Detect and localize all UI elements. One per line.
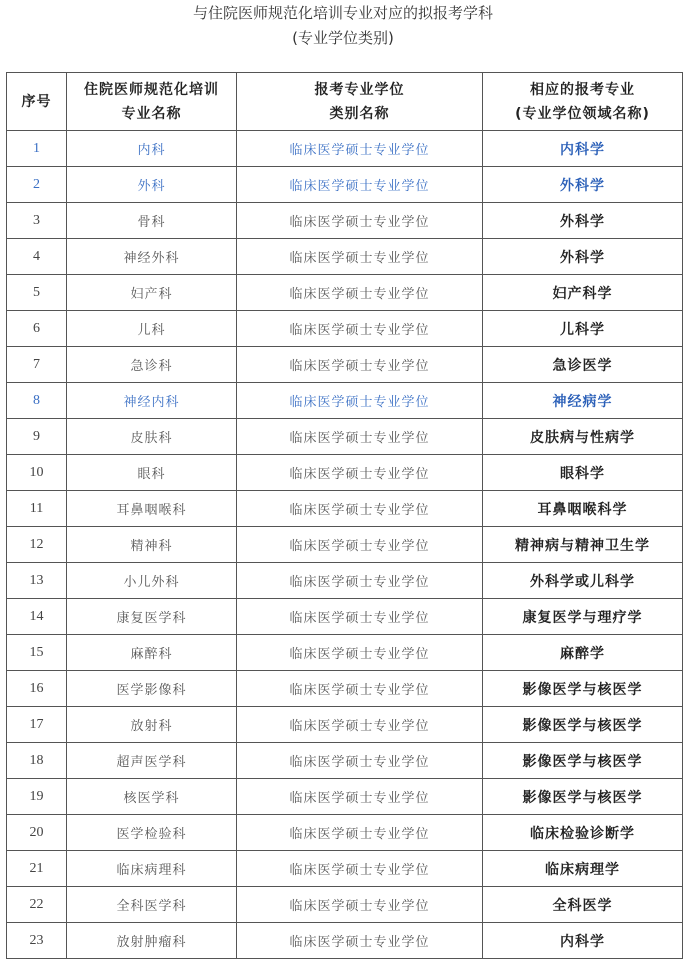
table-row [7,527,683,563]
exam-major-cell: 临床病理学 [483,851,683,887]
header-index [7,73,67,131]
training-specialty-cell: 小儿外科 [67,563,237,599]
training-specialty-cell: 急诊科 [67,347,237,383]
row-number: 15 [7,635,67,671]
degree-category-cell: 临床医学硕士专业学位 [237,491,483,527]
degree-category-cell: 临床医学硕士专业学位 [237,527,483,563]
row-number: 9 [7,419,67,455]
exam-major-cell: 内科学 [483,923,683,959]
table-header [7,73,683,131]
training-specialty-cell: 临床病理科 [67,851,237,887]
header-training-line1: 住院医师规范化培训 [84,81,219,98]
exam-major-cell: 外科学或儿科学 [483,563,683,599]
training-specialty-cell: 外科 [67,167,237,203]
row-number: 23 [7,923,67,959]
table-row [7,923,683,959]
training-specialty-cell: 康复医学科 [67,599,237,635]
exam-major-cell: 全科医学 [483,887,683,923]
specialty-mapping-table [6,72,683,959]
training-specialty-cell: 儿科 [67,311,237,347]
training-specialty-cell: 神经内科 [67,383,237,419]
document-title: 与住院医师规范化培训专业对应的拟报考学科 [192,4,493,22]
row-number: 11 [7,491,67,527]
header-degree-line2: 类别名称 [329,105,390,122]
row-number: 1 [7,131,67,167]
degree-category-cell: 临床医学硕士专业学位 [237,635,483,671]
table-row [7,779,683,815]
exam-major-cell: 外科学 [483,239,683,275]
table-row [7,419,683,455]
table-row [7,887,683,923]
exam-major-cell: 急诊医学 [483,347,683,383]
degree-category-cell: 临床医学硕士专业学位 [237,239,483,275]
row-number: 22 [7,887,67,923]
exam-major-cell: 影像医学与核医学 [483,743,683,779]
training-specialty-cell: 眼科 [67,455,237,491]
row-number: 7 [7,347,67,383]
row-number: 20 [7,815,67,851]
exam-major-cell: 耳鼻咽喉科学 [483,491,683,527]
header-degree-line1: 报考专业学位 [314,81,405,98]
table-row [7,707,683,743]
document-subtitle: (专业学位类别) [292,29,394,47]
degree-category-cell: 临床医学硕士专业学位 [237,311,483,347]
row-number: 12 [7,527,67,563]
table-row [7,455,683,491]
row-number: 16 [7,671,67,707]
degree-category-cell: 临床医学硕士专业学位 [237,455,483,491]
row-number: 14 [7,599,67,635]
degree-category-cell: 临床医学硕士专业学位 [237,563,483,599]
table-row [7,599,683,635]
training-specialty-cell: 精神科 [67,527,237,563]
exam-major-cell: 影像医学与核医学 [483,707,683,743]
row-number: 17 [7,707,67,743]
exam-major-cell: 眼科学 [483,455,683,491]
degree-category-cell: 临床医学硕士专业学位 [237,599,483,635]
training-specialty-cell: 核医学科 [67,779,237,815]
table-row [7,239,683,275]
row-number: 19 [7,779,67,815]
training-specialty-cell: 放射科 [67,707,237,743]
row-number: 8 [7,383,67,419]
exam-major-cell: 影像医学与核医学 [483,779,683,815]
degree-category-cell: 临床医学硕士专业学位 [237,131,483,167]
row-number: 21 [7,851,67,887]
exam-major-cell: 神经病学 [483,383,683,419]
header-training-line2: 专业名称 [121,105,182,122]
row-number: 18 [7,743,67,779]
exam-major-cell: 内科学 [483,131,683,167]
degree-category-cell: 临床医学硕士专业学位 [237,815,483,851]
degree-category-cell: 临床医学硕士专业学位 [237,275,483,311]
row-number: 4 [7,239,67,275]
training-specialty-cell: 内科 [67,131,237,167]
exam-major-cell: 儿科学 [483,311,683,347]
training-specialty-cell: 耳鼻咽喉科 [67,491,237,527]
table-row [7,275,683,311]
degree-category-cell: 临床医学硕士专业学位 [237,851,483,887]
exam-major-cell: 麻醉学 [483,635,683,671]
header-major-line1: 相应的报考专业 [530,81,635,98]
degree-category-cell: 临床医学硕士专业学位 [237,923,483,959]
header-major-line2: (专业学位领域名称) [515,105,650,122]
training-specialty-cell: 麻醉科 [67,635,237,671]
degree-category-cell: 临床医学硕士专业学位 [237,779,483,815]
row-number: 6 [7,311,67,347]
exam-major-cell: 妇产科学 [483,275,683,311]
table-row [7,743,683,779]
degree-category-cell: 临床医学硕士专业学位 [237,383,483,419]
table-row [7,383,683,419]
degree-category-cell: 临床医学硕士专业学位 [237,167,483,203]
training-specialty-cell: 神经外科 [67,239,237,275]
row-number: 13 [7,563,67,599]
row-number: 3 [7,203,67,239]
header-degree-category [237,73,483,131]
exam-major-cell: 临床检验诊断学 [483,815,683,851]
exam-major-cell: 皮肤病与性病学 [483,419,683,455]
degree-category-cell: 临床医学硕士专业学位 [237,743,483,779]
row-number: 2 [7,167,67,203]
table-row [7,347,683,383]
training-specialty-cell: 超声医学科 [67,743,237,779]
exam-major-cell: 外科学 [483,167,683,203]
header-major [483,73,683,131]
training-specialty-cell: 全科医学科 [67,887,237,923]
degree-category-cell: 临床医学硕士专业学位 [237,203,483,239]
table-row [7,491,683,527]
degree-category-cell: 临床医学硕士专业学位 [237,707,483,743]
row-number: 5 [7,275,67,311]
training-specialty-cell: 皮肤科 [67,419,237,455]
exam-major-cell: 康复医学与理疗学 [483,599,683,635]
exam-major-cell: 影像医学与核医学 [483,671,683,707]
table-row [7,311,683,347]
table-row [7,815,683,851]
degree-category-cell: 临床医学硕士专业学位 [237,419,483,455]
degree-category-cell: 临床医学硕士专业学位 [237,347,483,383]
table-row [7,203,683,239]
table-row [7,635,683,671]
row-number: 10 [7,455,67,491]
table-row [7,167,683,203]
table-row [7,671,683,707]
degree-category-cell: 临床医学硕士专业学位 [237,671,483,707]
exam-major-cell: 外科学 [483,203,683,239]
training-specialty-cell: 骨科 [67,203,237,239]
degree-category-cell: 临床医学硕士专业学位 [237,887,483,923]
training-specialty-cell: 医学影像科 [67,671,237,707]
exam-major-cell: 精神病与精神卫生学 [483,527,683,563]
training-specialty-cell: 医学检验科 [67,815,237,851]
header-index-label: 序号 [21,93,52,110]
table-row [7,563,683,599]
header-training-specialty [67,73,237,131]
table-body [7,131,683,959]
header-row [7,73,683,131]
training-specialty-cell: 妇产科 [67,275,237,311]
table-row [7,851,683,887]
training-specialty-cell: 放射肿瘤科 [67,923,237,959]
table-row [7,131,683,167]
